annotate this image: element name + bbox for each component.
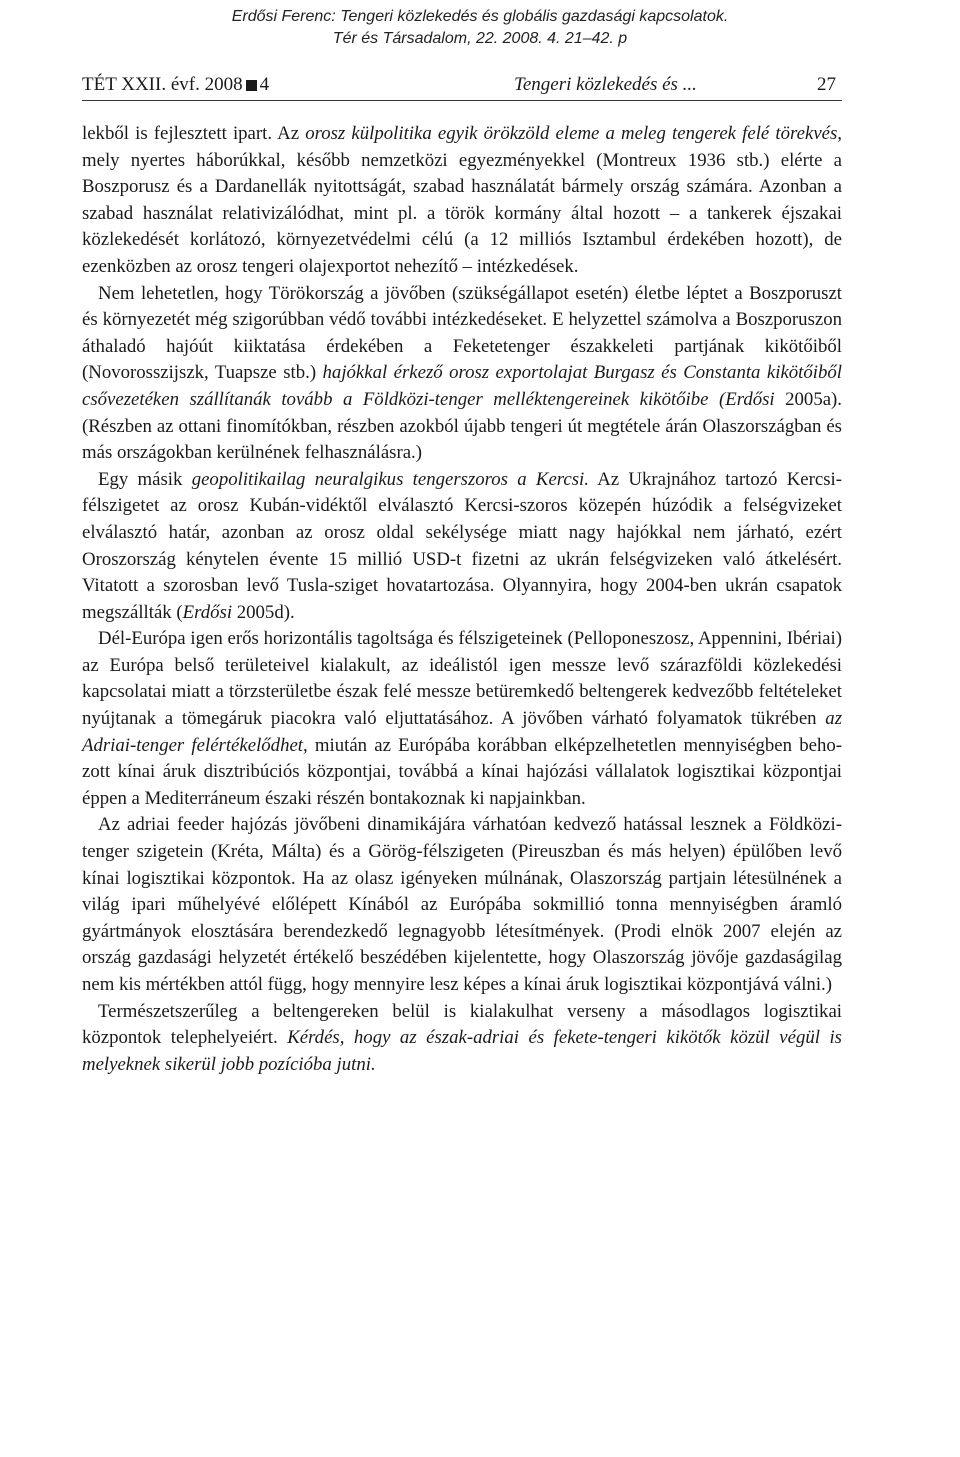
- text-run: miután az Európába korábban elképzelhetetlen mennyiségben behozott kínai áruk disztribúciós központjai, továbbá a kínai hajózási vállalatok logisztikai központjai éppen a Mediterráneum északi részén bontakoznak ki napjainkban.: [82, 734, 842, 809]
- issue-number: 4: [259, 74, 270, 95]
- italic-text-run: geopolitikailag neuralgikus tengerszoros a Kercsi.: [191, 468, 589, 490]
- paragraph: [82, 121, 842, 281]
- text-run: mely nyertes háborúkkal, később nemzetközi egyezményekkel (Montreux 1936 stb.) elérte a Boszporusz és a Dardanellák nyitottságát, szabad használatát bármely ország számára. Azonban a szabad használat relativizálódhat, mint pl. a török kormány által hozott – a tankerek éjszakai közlekedését korlátozó, környezetvédelmi célú (a 12 milliós Isztambul érdekében hozott), de ezenközben az orosz tengeri olajexportot nehezítő – intézkedések.: [82, 149, 842, 277]
- black-square-icon: [246, 80, 257, 91]
- running-head: [82, 72, 842, 101]
- text-run: Az adriai feeder hajózás jövőbeni dinamikájára várhatóan kedvező hatással lesznek a Földközi-tenger szigetein (Kréta, Málta) és a Görög-félszigeten (Pireuszban és más helyen) épülőben levő kínai logisztikai központok. Ha az olasz igényeken múlnának, Olaszország partjain létesülnének a világ ipari műhelyévé előlépett Kínából az Európába sokmillió tonna mennyiségben áramló gyártmányok elosztására berendezkedő legnagyobb létesítmények. (Prodi elnök 2007 elején az ország gazdasági helyzetét értékelő beszédében kijelentette, hogy Olaszország jövője gazdaságilag nem kis mértékben attól függ, hogy mennyire lesz képes a kínai áruk logisztikai központjává válni.): [82, 814, 842, 995]
- text-run: Az Ukrajnához tartozó Kercsi-félszigetet az orosz Kubán-vidéktől elválasztó Kercsi-szoros közepén húzódik a felségvizeket elválasztó határ, azonban az orosz oldal sekélysége miatt nagy hajókkal nem járható, ezért Oroszország kénytelen évente 15 millió USD-t fizetni az ukrán felségvizeken való átkelésért. Vitatott a szorosban levő Tusla-sziget hovatartozása. Olyannyira, hogy 2004-ben ukrán csapatok megszállták (: [82, 468, 842, 623]
- text-run: 2005d).: [232, 601, 295, 623]
- paragraph: [82, 467, 842, 627]
- running-title: Tengeri közlekedés és ...: [514, 74, 697, 95]
- text-run: Egy másik: [98, 468, 192, 490]
- page-number: 27: [817, 74, 836, 95]
- citation-line-1: Erdősi Ferenc: Tengeri közlekedés és globális gazdasági kapcsolatok.: [231, 8, 729, 25]
- text-run: 2005a). (Részben az ottani finomítókban, részben azokból újabb tengeri út megtétele árán Olaszországban és más országokban kerülnének felhasználásra.): [82, 388, 842, 464]
- text-run: lekből is fejlesztett ipart. Az: [82, 123, 306, 144]
- italic-text-run: hajókkal érkező orosz exportolajat Burgasz és Constanta kikötőiből csővezetéken szállítanák tovább a Földközi-tenger melléktengereinek kikötőibe (Erdősi: [82, 362, 842, 410]
- article-body: [82, 121, 842, 1078]
- italic-text-run: az Adriai-tenger felértékelődhet,: [82, 708, 842, 756]
- paragraph: [82, 626, 842, 812]
- text-run: Nem lehetetlen, hogy Törökország a jövőben (szükségállapot esetén) életbe léptet a Boszporuszt és környezetét még szigorúbban védő további intézkedéseket. E helyzettel számolva a Boszporuszon áthaladó hajóút kiiktatása érdekében a Feketetenger északkeleti partjának kikötőiből (Novorosszijszk, Tuapsze stb.): [82, 282, 842, 384]
- text-run: Természetszerűleg a beltengereken belül is kialakulhat verseny a másodlagos logisztikai központok telephelyeiért.: [82, 1000, 842, 1049]
- paragraph: [82, 812, 842, 998]
- journal-volume: TÉT XXII. évf. 2008: [82, 74, 243, 95]
- citation-header: [0, 6, 960, 50]
- text-run: Dél-Európa igen erős horizontális tagoltsága és félszigeteinek (Pelloponeszosz, Appennini, Ibériai) az Európa belső területeivel kialakult, az ideálistól igen messze levő szárazföldi közlekedési kapcsolatai miatt a törzsterületbe észak felé messze betüremkedő beltengerek kedvezőbb feltételeket nyújtanak a tömegáruk piacokra való eljuttatásához. A jövőben várható folyamatok tükrében: [82, 628, 842, 730]
- italic-text-run: orosz külpolitika egyik örökzöld eleme a meleg tengerek felé törekvés,: [305, 123, 842, 144]
- italic-text-run: Erdősi: [182, 601, 233, 623]
- running-head-journal-block: [82, 72, 269, 98]
- italic-text-run: Kérdés, hogy az észak-adriai és fekete-tengeri kikötők közül végül is melyeknek sikerül jobb pozícióba jutni.: [82, 1027, 842, 1075]
- paragraph: [82, 999, 842, 1079]
- citation-line-2: Tér és Társadalom, 22. 2008. 4. 21–42. p: [332, 30, 628, 47]
- paragraph: [82, 281, 842, 467]
